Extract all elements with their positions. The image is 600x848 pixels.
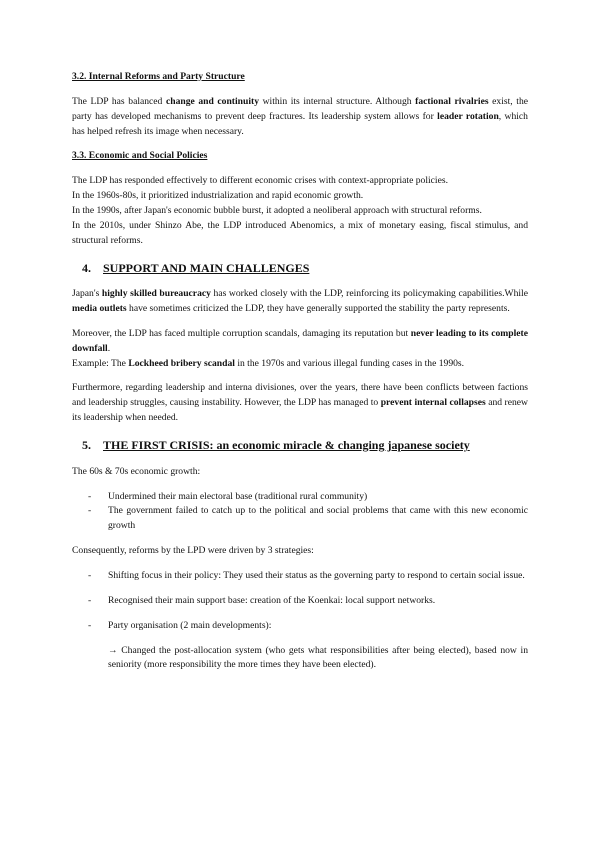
section-5-title: THE FIRST CRISIS: an economic miracle & changing japanese society [103, 438, 470, 453]
arrow-icon: → [108, 644, 118, 656]
list-item: - Party organisation (2 main developments): [88, 619, 272, 631]
section-3-3-line-2: In the 1960s-80s, it prioritized industrialization and rapid economic growth. [72, 190, 364, 202]
section-4-example: Example: The Lockheed bribery scandal in the 1970s and various illegal funding cases in the 1990s. [72, 357, 465, 369]
section-3-2-paragraph: The LDP has balanced change and continuity within its internal structure. Although factional rivalries exist, the party has developed mechanisms to prevent deep fractures. Its leadership system allows for leader rotation, which has helped refresh its image when necessary. [72, 95, 528, 137]
section-3-3-line-1: The LDP has responded effectively to different economic crises with context-appropriate policies. [72, 175, 448, 187]
growth-effects-list [72, 490, 528, 535]
section-4-paragraph-3: Furthermore, regarding leadership and interna divisiones, over the years, there have been conflicts between factions and leadership struggles, causing instability. However, the LDP has managed to prevent internal collapses and renew its leadership when needed. [72, 382, 528, 424]
section-5-number: 5. [82, 438, 91, 453]
section-3-3-line-4: In the 2010s, under Shinzo Abe, the LDP introduced Abenomics, a mix of monetary easing, fiscal stimulus, and structural reforms. [72, 219, 528, 246]
document-page [72, 70, 528, 673]
section-4-paragraph-2: Moreover, the LDP has faced multiple corruption scandals, damaging its reputation but never leading to its complete downfall. [72, 327, 528, 354]
section-5-consequently: Consequently, reforms by the LPD were driven by 3 strategies: [72, 545, 314, 557]
section-5-intro: The 60s & 70s economic growth: [72, 465, 201, 477]
strategies-list [72, 569, 528, 634]
list-item: - The government failed to catch up to the political and social problems that came with this new economic growth [88, 505, 528, 532]
list-item: - Undermined their main electoral base (traditional rural community) [88, 490, 368, 502]
section-3-3-line-3: In the 1990s, after Japan's economic bubble burst, it adopted a neoliberal approach with structural reforms. [72, 205, 482, 217]
section-4-title: SUPPORT AND MAIN CHALLENGES [103, 260, 310, 275]
section-4-number: 4. [82, 260, 91, 275]
section-3-3-heading: 3.3. Economic and Social Policies [72, 150, 208, 162]
section-5-heading [72, 436, 528, 455]
list-item: - Recognised their main support base: creation of the Koenkai: local support networks. [88, 594, 436, 606]
list-item: - Shifting focus in their policy: They used their status as the governing party to respond to certain social issue. [88, 569, 525, 581]
sub-point-post-allocation: → Changed the post-allocation system (who gets what responsibilities after being elected), based now in seniority (more responsibility the more times they have been elected). [108, 644, 528, 671]
section-3-2-heading: 3.2. Internal Reforms and Party Structure [72, 71, 245, 82]
section-4-heading [72, 259, 528, 278]
section-4-paragraph-1: Japan's highly skilled bureaucracy has worked closely with the LDP, reinforcing its policymaking capabilities.While media outlets have sometimes criticized the LDP, they have generally supported the stability the party represents. [72, 288, 528, 315]
